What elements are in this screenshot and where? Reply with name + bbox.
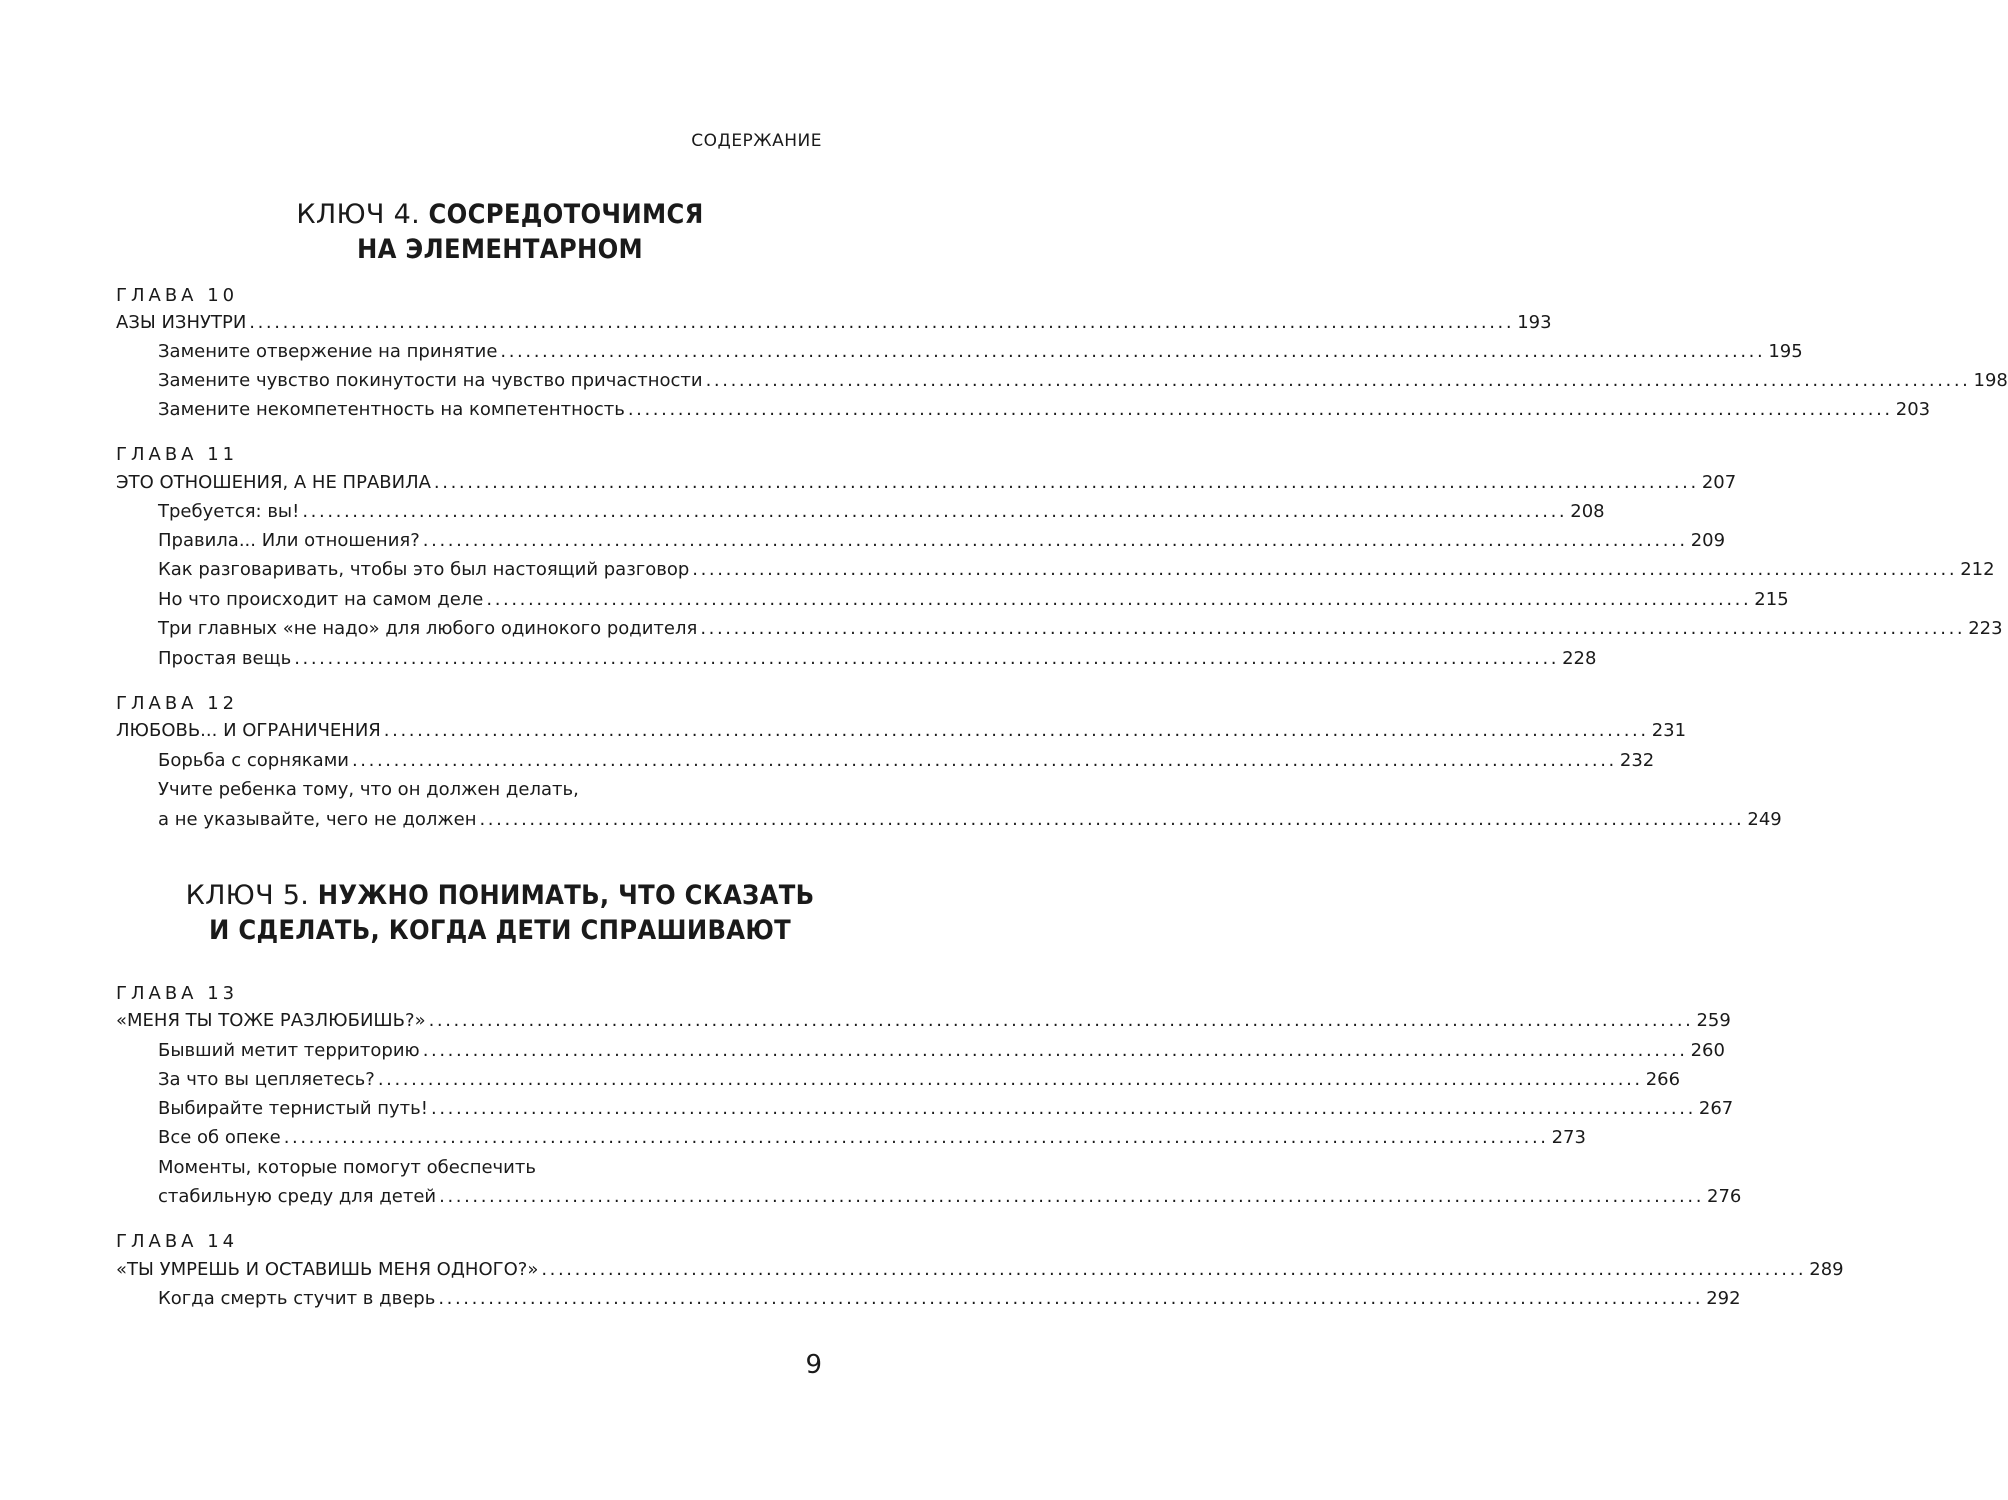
- toc-title: Простая вещь: [158, 648, 292, 669]
- toc-page: 273: [1551, 1127, 1586, 1148]
- toc-page: 259: [1696, 1010, 1731, 1031]
- leader-dots: ........................................................................................................................................................: [422, 530, 1688, 551]
- toc-page: 193: [1517, 312, 1552, 333]
- toc-entry[interactable]: [158, 1288, 1741, 1314]
- toc-title: Как разговаривать, чтобы это был настоящий разговор: [158, 559, 690, 580]
- toc-title: ЭТО ОТНОШЕНИЯ, А НЕ ПРАВИЛА: [116, 472, 431, 493]
- toc-page: 276: [1707, 1186, 1742, 1207]
- leader-dots: ........................................................................................................................................................: [627, 399, 1893, 420]
- toc-entry[interactable]: [158, 1040, 1725, 1066]
- toc-entry-chapter-13[interactable]: [116, 1010, 1731, 1036]
- toc-page: 267: [1698, 1098, 1734, 1119]
- page-number: 9: [805, 1350, 822, 1380]
- toc-title: Когда смерть стучит в дверь: [158, 1288, 436, 1309]
- toc-entry[interactable]: [158, 1098, 1734, 1124]
- toc-entry-line1[interactable]: Моменты, которые помогут обеспечить: [158, 1157, 536, 1178]
- toc-title: Но что происходит на самом деле: [158, 589, 484, 610]
- toc-title: АЗЫ ИЗНУТРИ: [116, 312, 247, 333]
- toc-title: а не указывайте, чего не должен: [158, 809, 477, 830]
- leader-dots: ........................................................................................................................................................: [692, 559, 1958, 580]
- toc-title: стабильную среду для детей: [158, 1186, 437, 1207]
- chapter-13-label: ГЛАВА 13: [116, 983, 239, 1004]
- toc-entry[interactable]: [158, 341, 1803, 367]
- leader-dots: ........................................................................................................................................................: [377, 1069, 1643, 1090]
- leader-dots: ........................................................................................................................................................: [428, 1010, 1694, 1031]
- toc-entry-chapter-11[interactable]: [116, 472, 1737, 498]
- toc-page: 212: [1960, 559, 1995, 580]
- key5-title-line2: И СДЕЛАТЬ, КОГДА ДЕТИ СПРАШИВАЮТ: [208, 915, 792, 946]
- toc-title: Все об опеке: [158, 1127, 281, 1148]
- leader-dots: ........................................................................................................................................................: [705, 370, 1971, 391]
- toc-entry[interactable]: [158, 370, 2008, 396]
- toc-page: 207: [1701, 472, 1737, 493]
- toc-title: Требуется: вы!: [158, 501, 300, 522]
- toc-page: 231: [1651, 720, 1687, 741]
- toc-title: ЛЮБОВЬ... И ОГРАНИЧЕНИЯ: [116, 720, 381, 741]
- toc-title: Замените некомпетентность на компетентность: [158, 399, 625, 420]
- toc-title: «ТЫ УМРЕШЬ И ОСТАВИШЬ МЕНЯ ОДНОГО?»: [116, 1259, 539, 1280]
- toc-page: 203: [1895, 399, 1931, 420]
- leader-dots: ........................................................................................................................................................: [383, 720, 1649, 741]
- toc-entry[interactable]: [158, 559, 1995, 585]
- toc-page: 208: [1570, 501, 1605, 522]
- toc-page: 232: [1619, 750, 1655, 771]
- chapter-10-label: ГЛАВА 10: [116, 285, 239, 306]
- toc-entry[interactable]: [158, 750, 1655, 776]
- toc-title: Борьба с сорняками: [158, 750, 349, 771]
- key4-title-line2: НА ЭЛЕМЕНТАРНОМ: [356, 234, 644, 265]
- chapter-14-label: ГЛАВА 14: [116, 1231, 239, 1252]
- toc-page: 215: [1754, 589, 1789, 610]
- toc-entry[interactable]: [158, 809, 1782, 835]
- leader-dots: ........................................................................................................................................................: [439, 1186, 1705, 1207]
- leader-dots: ........................................................................................................................................................: [249, 312, 1515, 333]
- toc-page: 228: [1562, 648, 1597, 669]
- leader-dots: ........................................................................................................................................................: [283, 1127, 1549, 1148]
- leader-dots: ........................................................................................................................................................: [479, 809, 1745, 830]
- toc-title: «МЕНЯ ТЫ ТОЖЕ РАЗЛЮБИШЬ?»: [116, 1010, 426, 1031]
- key4-title-line1: СОСРЕДОТОЧИМСЯ: [428, 199, 704, 230]
- toc-page: 249: [1747, 809, 1782, 830]
- leader-dots: ........................................................................................................................................................: [700, 618, 1966, 639]
- toc-entry[interactable]: [158, 399, 1931, 425]
- leader-dots: ........................................................................................................................................................: [302, 501, 1568, 522]
- toc-entry[interactable]: [158, 1127, 1586, 1153]
- leader-dots: ........................................................................................................................................................: [438, 1288, 1704, 1309]
- leader-dots: ........................................................................................................................................................: [294, 648, 1560, 669]
- toc-page: 195: [1768, 341, 1803, 362]
- toc-title: Замените отвержение на принятие: [158, 341, 498, 362]
- toc-title: Выбирайте тернистый путь!: [158, 1098, 428, 1119]
- chapter-11-label: ГЛАВА 11: [116, 444, 239, 465]
- key4-prefix: КЛЮЧ 4.: [296, 199, 420, 230]
- toc-page: 292: [1706, 1288, 1741, 1309]
- toc-entry-chapter-10[interactable]: [116, 312, 1552, 338]
- toc-page: 260: [1690, 1040, 1725, 1061]
- leader-dots: ........................................................................................................................................................: [541, 1259, 1807, 1280]
- toc-page: 223: [1968, 618, 2003, 639]
- toc-title: Правила... Или отношения?: [158, 530, 420, 551]
- toc-entry[interactable]: [158, 648, 1597, 674]
- toc-title: Три главных «не надо» для любого одинокого родителя: [158, 618, 698, 639]
- toc-entry[interactable]: [158, 1069, 1681, 1095]
- toc-page: 209: [1690, 530, 1726, 551]
- leader-dots: ........................................................................................................................................................: [486, 589, 1752, 610]
- toc-entry-chapter-12[interactable]: [116, 720, 1687, 746]
- toc-page: 198: [1973, 370, 2008, 391]
- leader-dots: ........................................................................................................................................................: [500, 341, 1766, 362]
- toc-entry-line1[interactable]: Учите ребенка тому, что он должен делать,: [158, 779, 579, 800]
- running-head: СОДЕРЖАНИЕ: [691, 131, 822, 151]
- leader-dots: ........................................................................................................................................................: [433, 472, 1699, 493]
- toc-entry[interactable]: [158, 501, 1605, 527]
- leader-dots: ........................................................................................................................................................: [351, 750, 1617, 771]
- toc-entry[interactable]: [158, 618, 2003, 644]
- toc-title: Бывший метит территорию: [158, 1040, 420, 1061]
- toc-entry[interactable]: [158, 1186, 1742, 1212]
- toc-page: 289: [1809, 1259, 1844, 1280]
- leader-dots: ........................................................................................................................................................: [422, 1040, 1688, 1061]
- key5-title-line1: НУЖНО ПОНИМАТЬ, ЧТО СКАЗАТЬ: [317, 880, 815, 911]
- toc-page: 266: [1645, 1069, 1681, 1090]
- toc-entry[interactable]: [158, 589, 1789, 615]
- key5-prefix: КЛЮЧ 5.: [185, 880, 310, 911]
- key4-heading: [0, 197, 1000, 267]
- toc-title: Замените чувство покинутости на чувство причастности: [158, 370, 703, 391]
- toc-entry[interactable]: [158, 530, 1726, 556]
- toc-title: За что вы цепляетесь?: [158, 1069, 375, 1090]
- key5-heading: [0, 878, 1000, 948]
- toc-entry-chapter-14[interactable]: [116, 1259, 1844, 1285]
- leader-dots: ........................................................................................................................................................: [431, 1098, 1696, 1119]
- chapter-12-label: ГЛАВА 12: [116, 693, 239, 714]
